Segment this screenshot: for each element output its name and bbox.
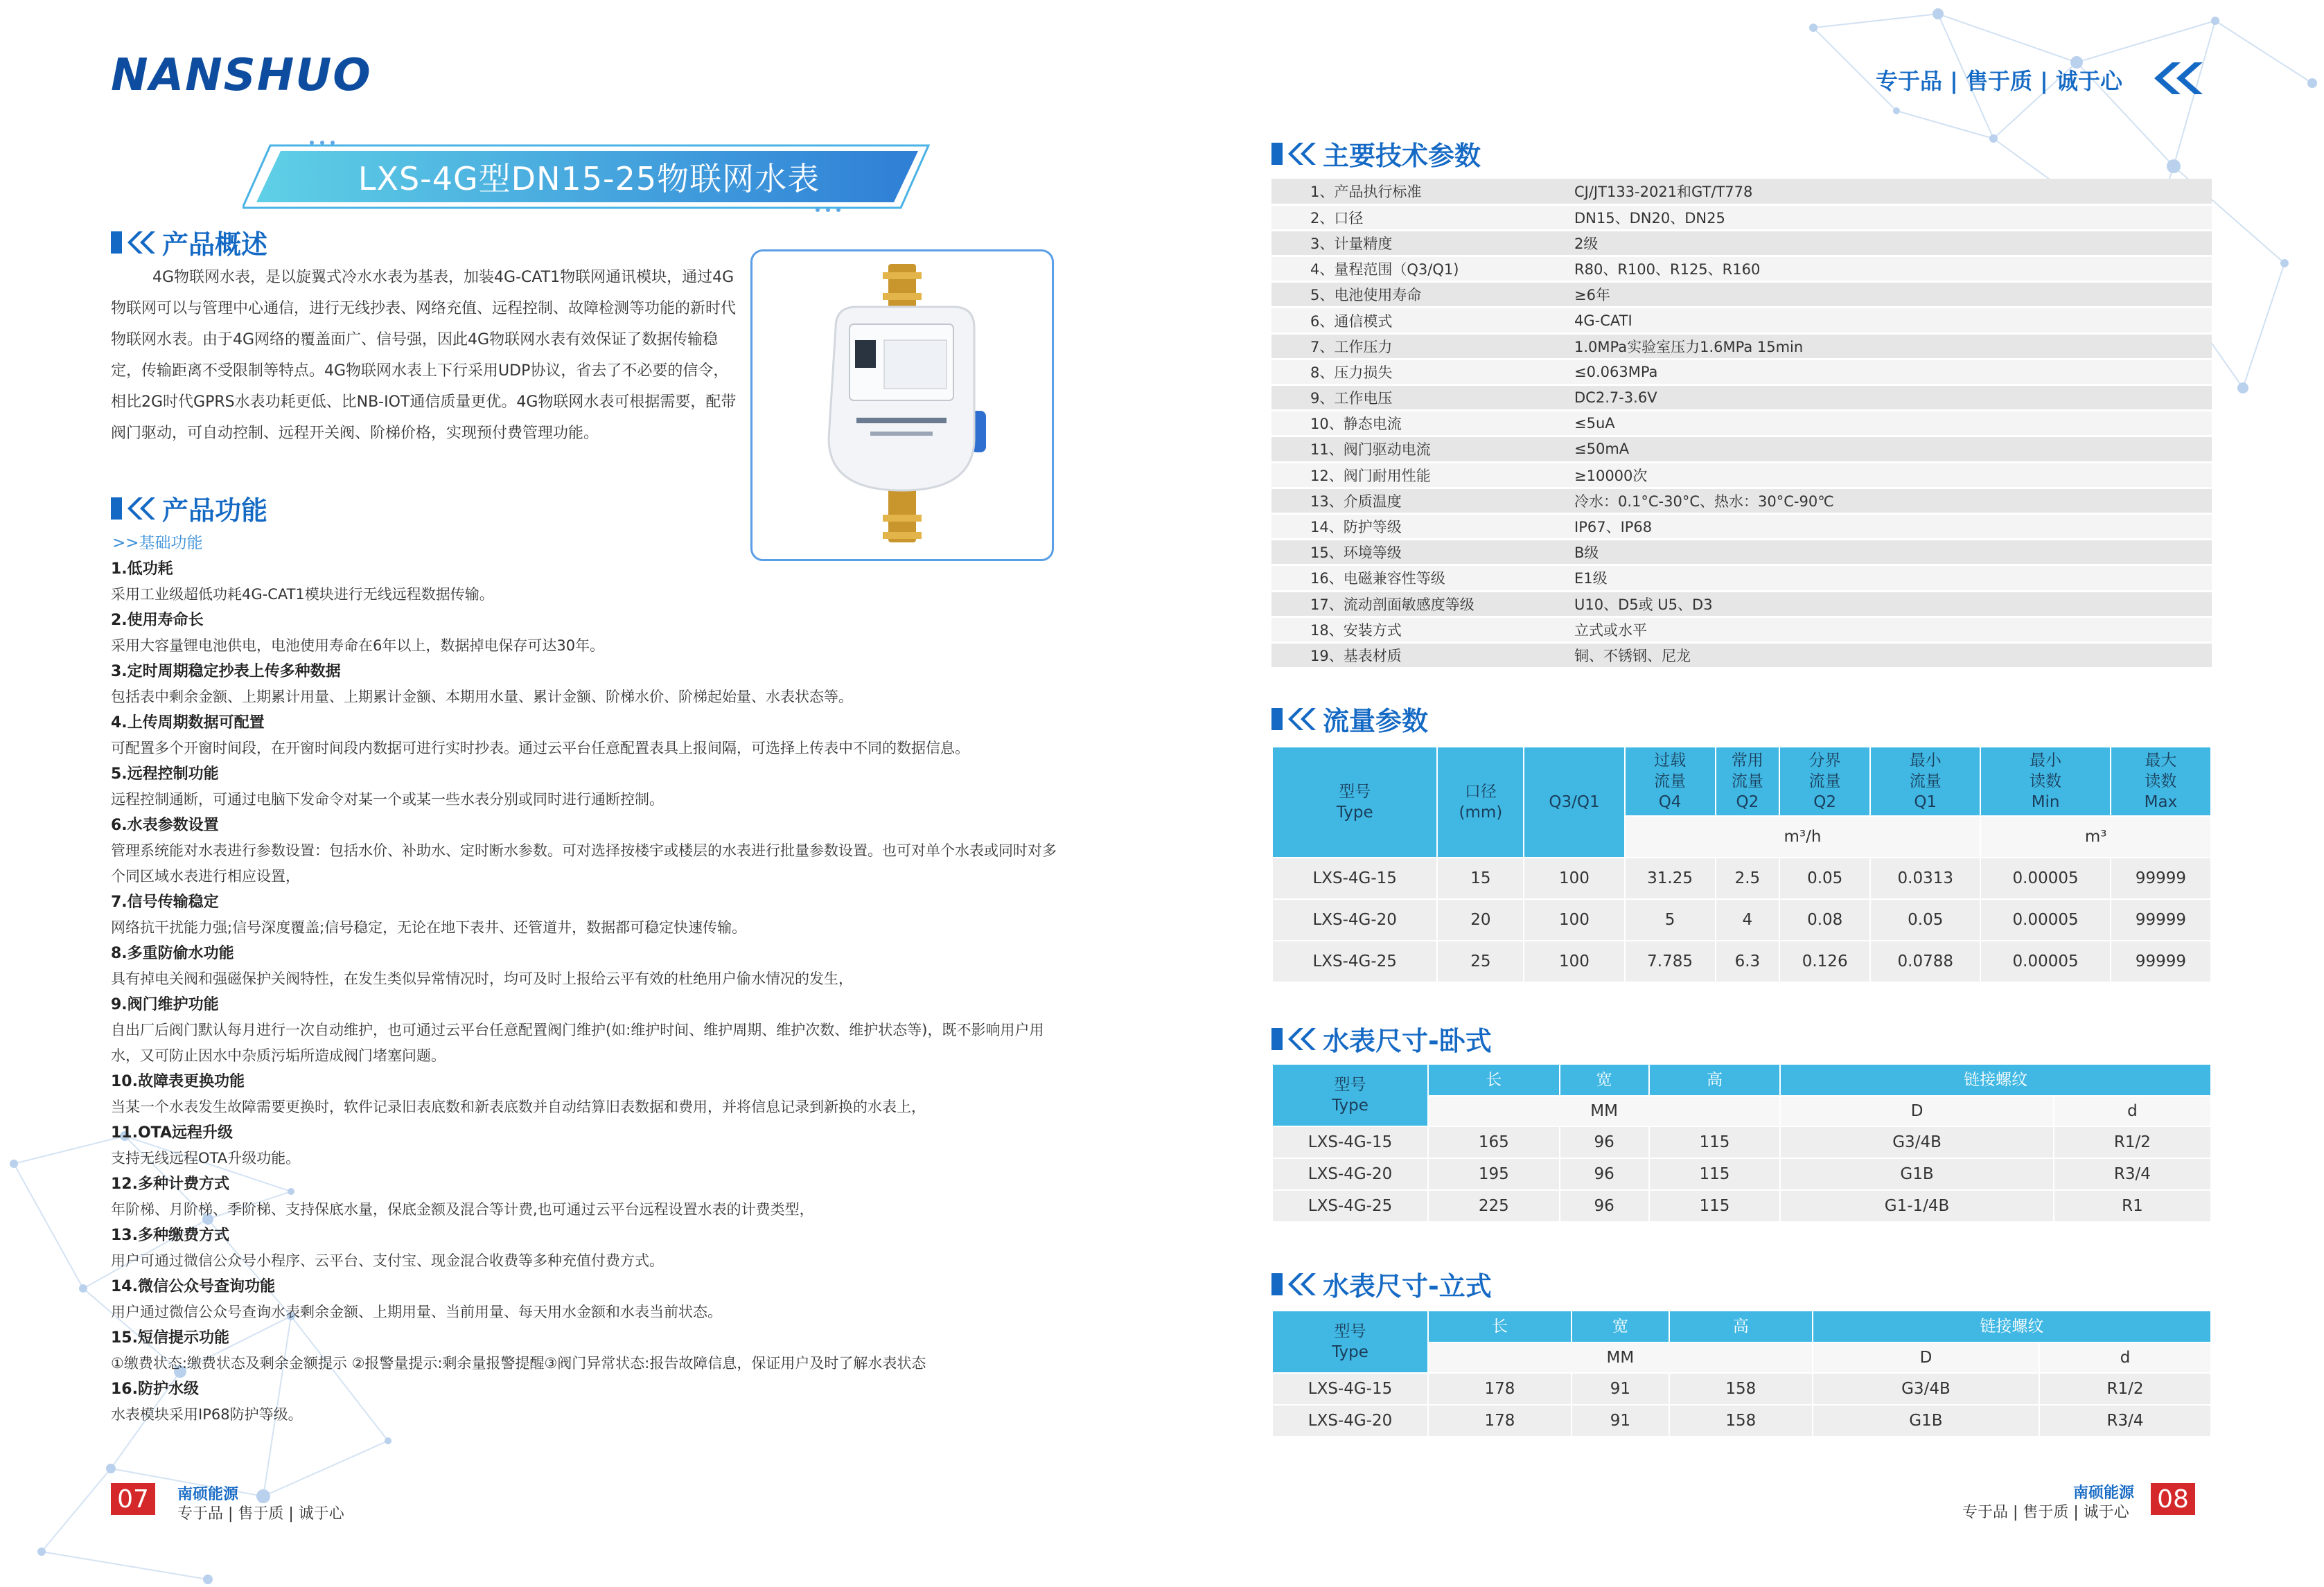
feature-text: 包括表中剩余金额、上期累计用量、上期累计金额、本期用水量、累计金额、阶梯水价、阶梯起始量、水表状态等。 [111,689,853,705]
flow-cell: 31.25 [1625,858,1716,899]
overview-heading [111,223,267,261]
spec-value: DN15、DN20、DN25 [1547,204,2212,230]
chevron-icon [1271,1025,1316,1053]
flow-cell: 0.00005 [1980,941,2110,982]
dim-cell: 96 [1560,1126,1649,1158]
spec-row [1271,436,2212,462]
flow-cell: 0.05 [1870,899,1980,941]
feature-item [111,992,1060,1069]
flow-header-cell: 口径 (mm) [1437,747,1524,858]
feature-heading: 12.多种计费方式 [111,1176,229,1193]
feature-item [111,710,1060,761]
spec-key: 17、流动剖面敏感度等级 [1271,591,1547,617]
feature-heading: 2.使用寿命长 [111,612,204,629]
dim-header-row [1272,1311,2211,1342]
spec-value: ≤5uA [1547,411,2212,436]
dim-cell: R1/2 [2054,1126,2211,1158]
spec-key: 8、压力损失 [1271,359,1547,384]
spec-row [1271,462,2212,488]
dim-header-cell: 高 [1669,1311,1813,1342]
feature-heading: 1.低功耗 [111,560,173,578]
specs-table [1271,179,2212,669]
spec-value: ≤0.063MPa [1547,359,2212,384]
flow-title: 流量参数 [1323,706,1429,736]
dim-thread-cell: d [2039,1342,2211,1373]
flow-cell: 100 [1524,858,1624,899]
flow-cell: LXS-4G-25 [1272,941,1437,982]
flow-cell: 99999 [2111,899,2211,941]
dim-cell: 158 [1669,1405,1813,1437]
feature-text: 当某一个水表发生故障需要更换时，软件记录旧表底数和新表底数并自动结算旧表数据和费用，并将信息记录到新换的水表上， [111,1099,926,1115]
flow-cell: 100 [1524,941,1624,982]
flow-unit-cell: m³ [1980,816,2211,858]
flow-cell: 99999 [2111,941,2211,982]
spec-key: 7、工作压力 [1271,333,1547,359]
dim-cell: 165 [1428,1126,1560,1158]
dim-cell: R1 [2054,1190,2211,1222]
dim-header-cell: 长 [1428,1311,1572,1342]
spec-value: R80、R100、R125、R160 [1547,256,2212,282]
spec-row [1271,308,2212,333]
dim-cell: G3/4B [1780,1126,2054,1158]
flow-row [1272,858,2211,899]
feature-item [111,1274,1060,1325]
flow-header-cell: 型号 Type [1272,747,1437,858]
spec-row [1271,256,2212,282]
dim-thread-cell: D [1813,1342,2039,1373]
dim-cell: 195 [1428,1158,1560,1190]
spec-key: 3、计量精度 [1271,230,1547,256]
feature-heading: 16.防护水级 [111,1381,199,1398]
flow-cell: 99999 [2111,858,2211,899]
right-page [1162,0,2324,1587]
feature-item [111,761,1060,813]
flow-cell: 5 [1625,899,1716,941]
dim-unit-cell: MM [1428,1342,1813,1373]
flow-header-cell: 分界 流量 Q2 [1779,747,1870,816]
dim-cell: 115 [1649,1126,1781,1158]
dim-header-row [1272,1064,2211,1096]
feature-text: 用户可通过微信公众号小程序、云平台、支付宝、现金混合收费等多种充值付费方式。 [111,1252,664,1269]
flow-cell: 0.0788 [1870,941,1980,982]
chevron-icon [1271,140,1316,168]
flow-unit-cell: m³/h [1625,816,1981,858]
dim-cell: G3/4B [1813,1373,2039,1405]
spec-value: DC2.7-3.6V [1547,385,2212,411]
flow-cell: 0.0313 [1870,858,1980,899]
feature-item [111,1120,1060,1171]
feature-heading: 10.故障表更换功能 [111,1073,245,1090]
dim-cell: LXS-4G-15 [1272,1373,1428,1405]
flow-cell: LXS-4G-20 [1272,899,1437,941]
spec-row [1271,359,2212,384]
flow-cell: 7.785 [1625,941,1716,982]
spec-value: ≥10000次 [1547,462,2212,488]
feature-text: 远程控制通断，可通过电脑下发命令对某一个或某一些水表分别或同时进行通断控制。 [111,791,664,808]
spec-key: 10、静态电流 [1271,411,1547,436]
feature-text: 采用大容量锂电池供电，电池使用寿命在6年以上，数据掉电保存可达30年。 [111,637,605,654]
feature-heading: 11.OTA远程升级 [111,1124,234,1142]
dim-header-cell: 高 [1649,1064,1781,1096]
product-image-frame [750,249,1054,561]
dim-header-cell: 长 [1428,1064,1560,1096]
brand-logo [111,50,372,101]
spec-row [1271,642,2212,668]
spec-value: 冷水：0.1°C-30°C、热水：30°C-90℃ [1547,488,2212,513]
flow-header-cell: Q3/Q1 [1524,747,1624,858]
dim-h-heading [1271,1020,1492,1058]
dim-row [1272,1405,2211,1437]
spec-key: 19、基表材质 [1271,642,1547,668]
flow-header-cell: 常用 流量 Q2 [1716,747,1780,816]
spec-value: ≤50mA [1547,436,2212,462]
spec-value: 1.0MPa实验室压力1.6MPa 15min [1547,333,2212,359]
flow-cell: 6.3 [1716,941,1780,982]
features-heading [111,489,267,527]
flow-cell: 15 [1437,858,1524,899]
spec-row [1271,204,2212,230]
feature-item [111,813,1060,889]
feature-text: 网络抗干扰能力强;信号深度覆盖;信号稳定，无论在地下表井、还管道井，数据都可稳定快速传输。 [111,919,747,936]
flow-cell: 20 [1437,899,1524,941]
dim-unit-cell: MM [1428,1096,1780,1126]
spec-value: B级 [1547,540,2212,565]
dim-cell: G1B [1813,1405,2039,1437]
dim-h-table [1271,1063,2212,1223]
flow-row [1272,941,2211,982]
dim-row [1272,1158,2211,1190]
dim-row [1272,1126,2211,1158]
spec-value: U10、D5或 U5、D3 [1547,591,2212,617]
dim-cell: LXS-4G-25 [1272,1190,1428,1222]
feature-item [111,1376,1060,1428]
spec-row [1271,565,2212,591]
spec-key: 18、安装方式 [1271,617,1547,642]
feature-text: 自出厂后阀门默认每月进行一次自动维护，也可通过云平台任意配置阀门维护(如:维护时间、维护周期、维护次数、维护状态等)，既不影响用户用水，又可防止因水中杂质污垢所造成阀门堵塞问题。 [111,1022,1044,1064]
feature-item [111,1325,1060,1376]
dim-header-cell: 链接螺纹 [1780,1064,2211,1096]
flow-cell: 2.5 [1716,858,1780,899]
product-title: LXS-4G型DN15-25物联网水表 [358,160,820,197]
feature-item [111,1069,1060,1120]
chevron-icon [1271,705,1316,733]
feature-text: 水表模块采用IP68防护等级。 [111,1406,303,1423]
feature-heading: 9.阀门维护功能 [111,996,219,1013]
dim-row [1272,1190,2211,1222]
flow-row [1272,899,2211,941]
feature-item [111,556,1060,608]
dim-cell: G1-1/4B [1780,1190,2054,1222]
spec-row [1271,385,2212,411]
dim-header-cell: 宽 [1572,1311,1669,1342]
feature-item [111,941,1060,992]
feature-heading: 6.水表参数设置 [111,817,219,834]
dim-row [1272,1373,2211,1405]
spec-row [1271,488,2212,513]
spec-value: 2级 [1547,230,2212,256]
overview-text: 4G物联网水表，是以旋翼式冷水水表为基表，加装4G-CAT1物联网通讯模块，通过4G物联网可以与管理中心通信，进行无线抄表、网络充值、远程控制、故障检测等功能的新时代物联网水表。由于4G网络的覆盖面广、信号强，因此4G物联网水表有效保证了数据传输稳定，传输距离不受限制等特点。4G物联网水表上下行采用UDP协议，省去了不必要的信令，相比2G时代GPRS水表功耗更低、比NB-IOT通信质量更优。4G物联网水表可根据需要，配带阀门驱动，可自动控制、远程开关阀、阶梯价格，实现预付费管理功能。 [111,269,737,442]
dim-cell: LXS-4G-20 [1272,1405,1428,1437]
feature-heading: 13.多种缴费方式 [111,1227,229,1244]
dim-cell: LXS-4G-15 [1272,1126,1428,1158]
feature-text: 年阶梯、月阶梯、季阶梯、支持保底水量，保底金额及混合等计费,也可通过云平台远程设置水表的计费类型， [111,1201,814,1218]
dim-header-cell: 链接螺纹 [1813,1311,2211,1342]
feature-item [111,889,1060,941]
spec-key: 9、工作电压 [1271,385,1547,411]
feature-item [111,608,1060,659]
page-number: 08 [2151,1483,2195,1515]
spec-value: E1级 [1547,565,2212,591]
page-number: 07 [111,1483,155,1515]
spec-row [1271,411,2212,436]
feature-heading: 4.上传周期数据可配置 [111,714,265,732]
dim-cell: 96 [1560,1190,1649,1222]
feature-item [111,659,1060,710]
dim-cell: 158 [1669,1373,1813,1405]
flow-header-cell: 最小 读数 Min [1980,747,2110,816]
feature-heading: 7.信号传输稳定 [111,894,219,911]
double-chevron-icon [2153,61,2208,96]
specs-title: 主要技术参数 [1323,141,1481,171]
dim-cell: R3/4 [2054,1158,2211,1190]
dim-v-heading [1271,1265,1492,1303]
flow-cell: 0.08 [1779,899,1870,941]
dim-cell: 115 [1649,1190,1781,1222]
spec-value: 铜、不锈钢、尼龙 [1547,642,2212,668]
feature-item [111,1171,1060,1223]
flow-cell: 100 [1524,899,1624,941]
spec-key: 16、电磁兼容性等级 [1271,565,1547,591]
dim-cell: 96 [1560,1158,1649,1190]
spec-row [1271,513,2212,539]
flow-table [1271,746,2212,983]
spec-key: 1、产品执行标准 [1271,179,1547,204]
feature-text: 支持无线远程OTA升级功能。 [111,1150,301,1167]
spec-key: 4、量程范围（Q3/Q1) [1271,256,1547,282]
spec-value: CJ/JT133-2021和GT/T778 [1547,179,2212,204]
dim-cell: LXS-4G-20 [1272,1158,1428,1190]
spec-row [1271,282,2212,308]
flow-cell: 0.00005 [1980,858,2110,899]
feature-text: 采用工业级超低功耗4G-CAT1模块进行无线远程数据传输。 [111,586,494,603]
spec-row [1271,333,2212,359]
footer-slogan: 专于品 | 售于质 | 诚于心 [1962,1504,2129,1521]
flow-heading [1271,700,1428,738]
footer-slogan: 专于品 | 售于质 | 诚于心 [177,1505,344,1523]
dim-cell: R1/2 [2039,1373,2211,1405]
dim-v-title: 水表尺寸-立式 [1323,1271,1492,1302]
feature-text: 用户通过微信公众号查询水表剩余金额、上期用量、当前用量、每天用水金额和水表当前状态。 [111,1304,722,1320]
dim-cell: 225 [1428,1190,1560,1222]
specs-heading [1271,134,1481,172]
feature-text: ①缴费状态:缴费状态及剩余金额提示 ②报警量提示:剩余量报警提醒③阀门异常状态:报告故障信息，保证用户及时了解水表状态 [111,1355,926,1372]
flow-header-row [1272,747,2211,816]
dim-header-cell: 宽 [1560,1064,1649,1096]
feature-heading: 15.短信提示功能 [111,1329,229,1347]
feature-heading: 8.多重防偷水功能 [111,945,234,962]
dim-thread-cell: d [2054,1096,2211,1126]
dim-thread-cell: D [1780,1096,2054,1126]
features-title: 产品功能 [162,495,268,526]
feature-text: 具有掉电关阀和强磁保护关阀特性，在发生类似异常情况时，均可及时上报给云平有效的杜绝用户偷水情况的发生， [111,970,853,987]
flow-cell: LXS-4G-15 [1272,858,1437,899]
flow-cell: 4 [1716,899,1780,941]
spec-value: ≥6年 [1547,282,2212,308]
flow-cell: 0.00005 [1980,899,2110,941]
feature-heading: 3.定时周期稳定抄表上传多种数据 [111,663,341,680]
spec-row [1271,540,2212,565]
feature-heading: 5.远程控制功能 [111,765,219,783]
spec-key: 15、环境等级 [1271,540,1547,565]
spec-key: 12、阀门耐用性能 [1271,462,1547,488]
overview-title: 产品概述 [162,229,268,260]
spec-value: IP67、IP68 [1547,513,2212,539]
dim-cell: 91 [1572,1373,1669,1405]
dim-cell: 91 [1572,1405,1669,1437]
feature-list [111,556,1060,1428]
spec-key: 6、通信模式 [1271,308,1547,333]
features-subheading: >>基础功能 [112,534,203,552]
spec-value: 4G-CATI [1547,308,2212,333]
dim-cell: 178 [1428,1405,1572,1437]
dim-cell: 178 [1428,1373,1572,1405]
logo-text: NANSHUO [111,50,372,101]
chevron-icon [111,495,155,522]
flow-header-cell: 过载 流量 Q4 [1625,747,1716,816]
spec-key: 14、防护等级 [1271,513,1547,539]
spec-key: 5、电池使用寿命 [1271,282,1547,308]
flow-header-cell: 最大 读数 Max [2111,747,2211,816]
footer-company: 南硕能源 [2073,1484,2135,1502]
flow-cell: 25 [1437,941,1524,982]
chevron-icon [1271,1270,1316,1298]
feature-heading: 14.微信公众号查询功能 [111,1278,275,1295]
feature-item [111,1223,1060,1274]
dim-cell: 115 [1649,1158,1781,1190]
dim-h-title: 水表尺寸-卧式 [1323,1026,1492,1056]
header-slogan: 专于品 | 售于质 | 诚于心 [1876,68,2122,94]
spec-key: 13、介质温度 [1271,488,1547,513]
spec-row [1271,179,2212,204]
flow-cell: 0.05 [1779,858,1870,899]
chevron-icon [111,229,155,256]
dim-cell: R3/4 [2039,1405,2211,1437]
spec-row [1271,617,2212,642]
spec-value: 立式或水平 [1547,617,2212,642]
footer-company: 南硕能源 [177,1486,239,1503]
spec-key: 11、阀门驱动电流 [1271,436,1547,462]
spec-key: 2、口径 [1271,204,1547,230]
dim-cell: G1B [1780,1158,2054,1190]
spec-row [1271,230,2212,256]
flow-header-cell: 最小 流量 Q1 [1870,747,1980,816]
spec-row [1271,591,2212,617]
dim-header-cell: 型号 Type [1272,1064,1428,1126]
feature-text: 管理系统能对水表进行参数设置：包括水价、补助水、定时断水参数。可对选择按楼宇或楼层的水表进行批量参数设置。也可对单个水表或同时对多个同区域水表进行相应设置， [111,842,1057,885]
water-meter-illustration [752,251,1052,559]
feature-text: 可配置多个开窗时间段，在开窗时间段内数据可进行实时抄表。通过云平台任意配置表具上报间隔，可选择上传表中不同的数据信息。 [111,740,969,756]
dim-header-cell: 型号 Type [1272,1311,1428,1373]
dim-v-table [1271,1310,2212,1437]
flow-cell: 0.126 [1779,941,1870,982]
